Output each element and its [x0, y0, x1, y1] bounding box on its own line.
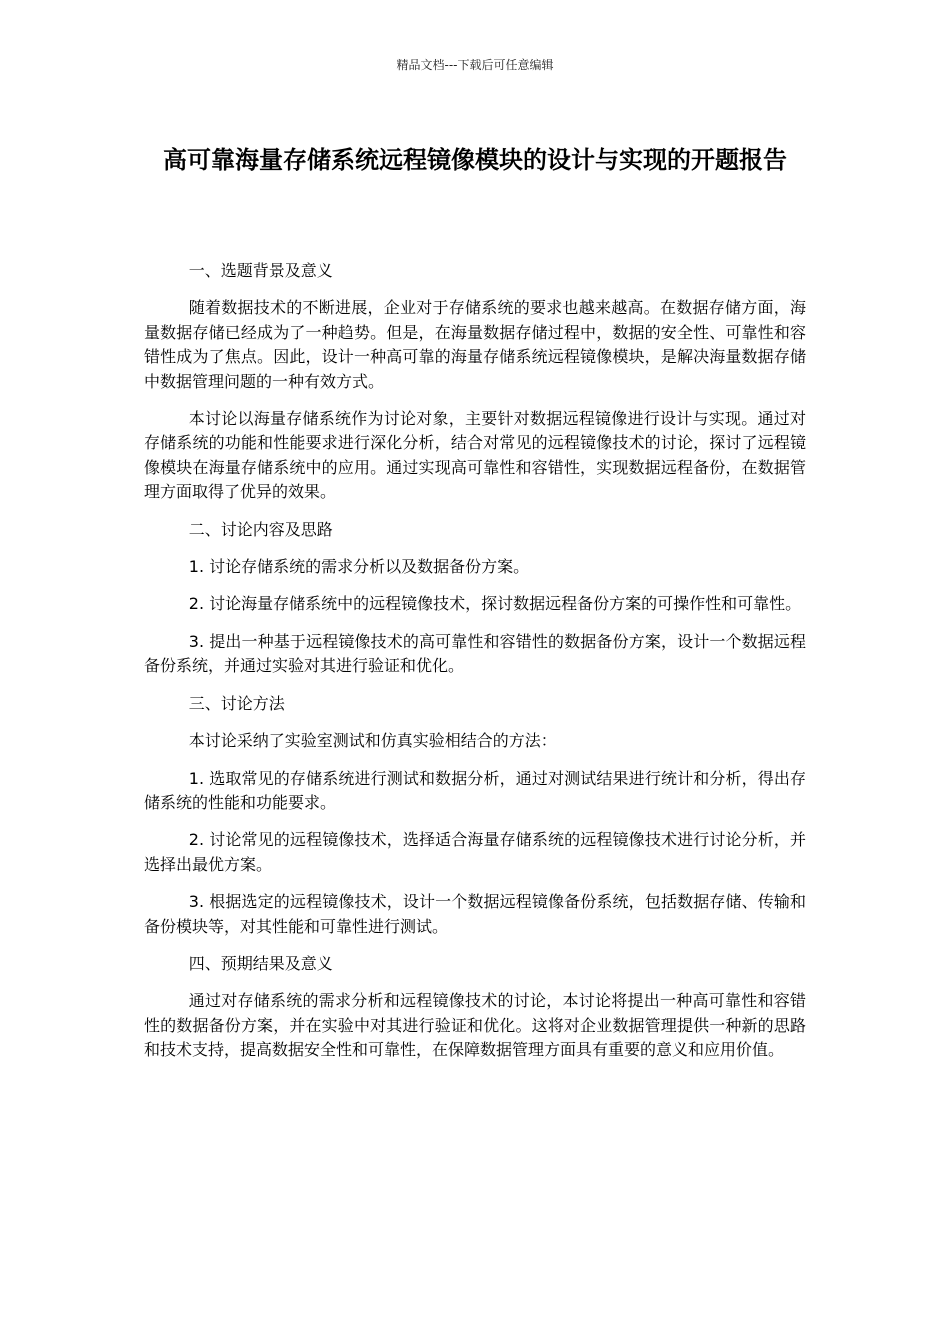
paragraph: 本讨论采纳了实验室测试和仿真实验相结合的方法： [188, 731, 557, 751]
document-body [144, 259, 806, 1076]
header-note: 精品文档---下载后可任意编辑 [396, 58, 554, 72]
section-heading-method: 三、讨论方法 [188, 693, 285, 713]
list-item: 3. 根据选定的远程镜像技术，设计一个数据远程镜像备份系统，包括数据存储、传输和备份模块等，对其性能和可靠性进行测试。 [144, 892, 806, 936]
document-title: 高可靠海量存储系统远程镜像模块的设计与实现的开题报告 [163, 146, 787, 174]
section-heading-results: 四、预期结果及意义 [188, 953, 333, 973]
list-item: 2. 讨论海量存储系统中的远程镜像技术，探讨数据远程备份方案的可操作性和可靠性。 [188, 594, 802, 614]
section-heading-background: 一、选题背景及意义 [188, 261, 333, 280]
paragraph: 通过对存储系统的需求分析和远程镜像技术的讨论，本讨论将提出一种高可靠性和容错性的数据备份方案，并在实验中对其进行验证和优化。这将对企业数据管理提供一种新的思路和技术支持，提高数据安全性和可靠性，在保障数据管理方面具有重要的意义和应用价值。 [144, 991, 806, 1060]
paragraph: 本讨论以海量存储系统作为讨论对象，主要针对数据远程镜像进行设计与实现。通过对存储系统的功能和性能要求进行深化分析，结合对常见的远程镜像技术的讨论，探讨了远程镜像模块在海量存储系统中的应用。通过实现高可靠性和容错性，实现数据远程备份，在数据管理方面取得了优异的效果。 [144, 409, 806, 502]
list-item: 1. 讨论存储系统的需求分析以及数据备份方案。 [188, 557, 530, 577]
paragraph: 随着数据技术的不断进展，企业对于存储系统的要求也越来越高。在数据存储方面，海量数据存储已经成为了一种趋势。但是，在海量数据存储过程中，数据的安全性、可靠性和容错性成为了焦点。因此，设计一种高可靠的海量存储系统远程镜像模块，是解决海量数据存储中数据管理问题的一种有效方式。 [144, 298, 806, 391]
section-heading-content: 二、讨论内容及思路 [188, 519, 333, 539]
list-item: 3. 提出一种基于远程镜像技术的高可靠性和容错性的数据备份方案，设计一个数据远程备份系统，并通过实验对其进行验证和优化。 [144, 631, 806, 676]
list-item: 1. 选取常见的存储系统进行测试和数据分析，通过对测试结果进行统计和分析，得出存储系统的性能和功能要求。 [144, 768, 806, 812]
list-item: 2. 讨论常见的远程镜像技术，选择适合海量存储系统的远程镜像技术进行讨论分析，并选择出最优方案。 [144, 830, 806, 874]
